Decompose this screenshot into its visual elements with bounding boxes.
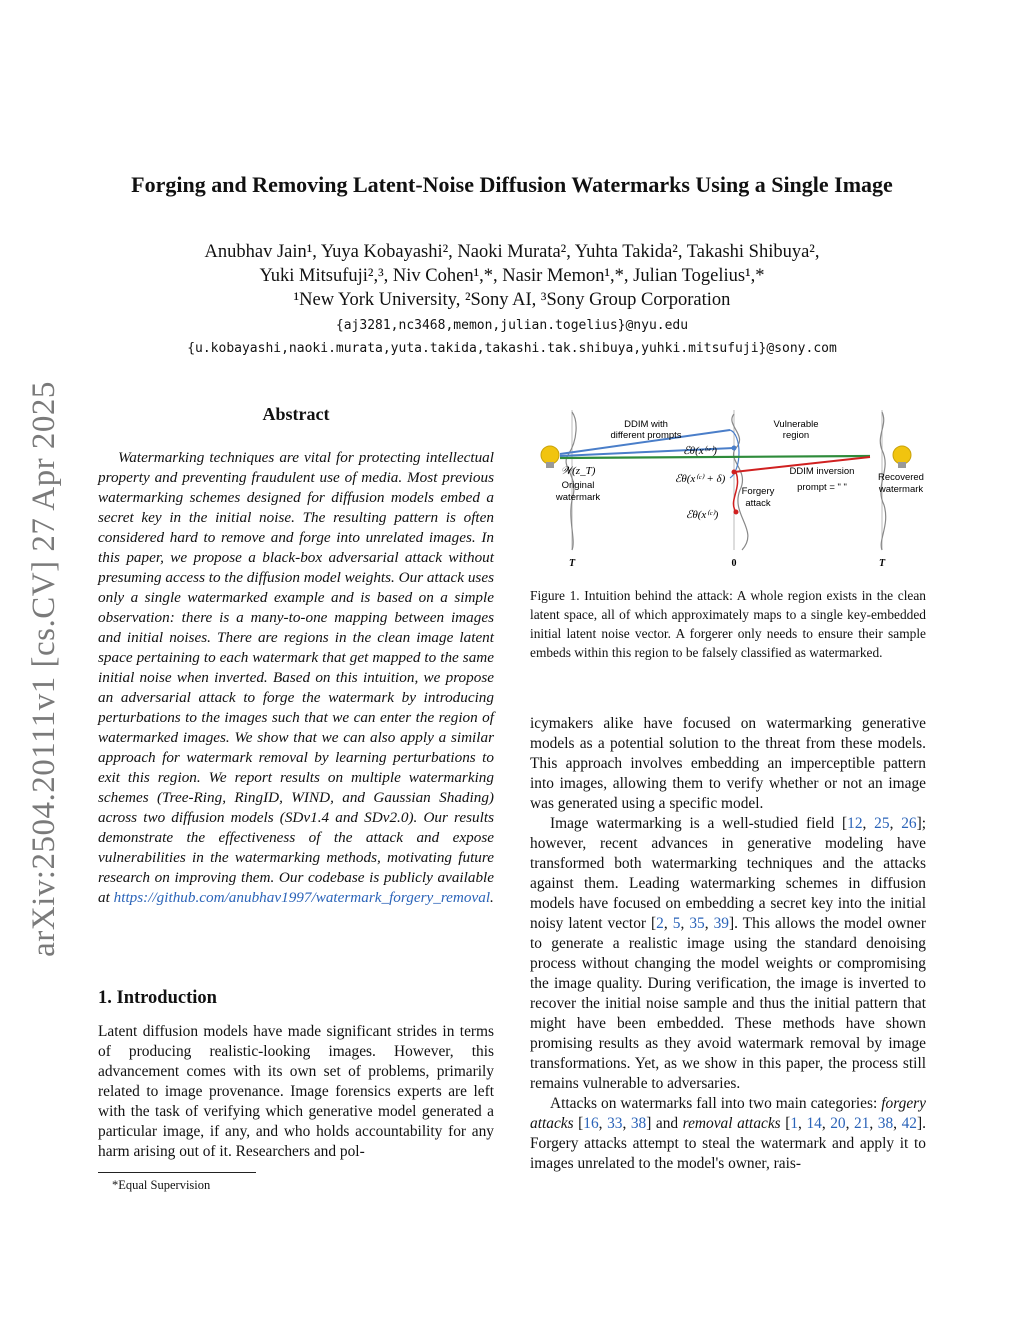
section-heading-introduction: 1. Introduction (98, 988, 217, 1008)
citation-link[interactable]: 35 (689, 915, 705, 932)
lightbulb-icon-original (541, 446, 559, 468)
label-e-c: ℰθ(x⁽ᶜ⁾) (685, 509, 719, 521)
paper-title: Forging and Removing Latent-Noise Diffusion Watermarks Using a Single Image (131, 172, 893, 197)
label-w-zt: 𝒲(z_T) (560, 465, 596, 477)
citation-link[interactable]: 42 (901, 1115, 917, 1132)
label-original-2: watermark (555, 492, 601, 503)
label-e-c-delta: ℰθ(x⁽ᶜ⁾ + δ) (674, 473, 726, 485)
label-e-w: ℰθ(x⁽ʷ⁾) (683, 445, 717, 457)
citation-link[interactable]: 2 (656, 915, 664, 932)
abstract-body: Watermarking techniques are vital for protecting intellectual property and preventing fraudulent use of media. Most previous watermarking schemes designed for diffusion models embed a secret key in the initial noise. The resulting pattern is often considered hard to remove and forge into unrelated images. In this paper, we propose a black-box adversarial attack without presuming access to the diffusion model weights. Our attack uses only a single watermarked example and is based on a simple observation: there is a many-to-one mapping between images and initial noises. There are regions in the clean image latent space pertaining to each watermark that get mapped to the same initial noise when inverted. Based on this intuition, we propose an adversarial attack to forge the watermark by introducing perturbations to the images such that we can enter the region of watermarked images. We show that we can also apply a similar approach for watermark removal by learning perturbations to exit this region. We report results on multiple watermarking schemes (Tree-Ring, RingID, WIND, and Gaussian Shading) across two diffusion models (SDv1.4 and SDv2.0). Our results demonstrate the effectiveness of the attack and expose vulnerabilities in the watermarking methods, motivating future research on improving them. Our codebase is publicly available at https://github.com/anubhav1997/watermark_forgery_removal. (98, 449, 494, 906)
citation-link[interactable]: 39 (713, 915, 729, 932)
label-forgery-1: Forgery (741, 486, 775, 497)
citation-link[interactable]: 20 (830, 1115, 846, 1132)
label-recovered-1: Recovered (878, 472, 924, 483)
arxiv-side-stamp: arXiv:2504.20111v1 [cs.CV] 27 Apr 2025 (26, 381, 62, 957)
label-original-1: Original (561, 480, 595, 491)
lightbulb-icon-recovered (893, 446, 911, 468)
footnote-equal-supervision: *Equal Supervision (112, 1178, 211, 1192)
footnote-rule (98, 1172, 256, 1173)
label-vulnerable-2: region (782, 430, 810, 441)
author-block (60, 240, 964, 312)
author-line-1: Anubhav Jain¹, Yuya Kobayashi², Naoki Murata², Yuhta Takida², Takashi Shibuya², (204, 242, 820, 262)
label-ddim-inversion-2: prompt = " " (797, 482, 847, 493)
citation-link[interactable]: 14 (806, 1115, 822, 1132)
citation-link[interactable]: 33 (607, 1115, 623, 1132)
affiliations: ¹New York University, ²Sony AI, ³Sony Group Corporation (293, 290, 731, 310)
label-ddim-prompts-1: DDIM with (624, 419, 668, 430)
citation-link[interactable]: 38 (877, 1115, 894, 1132)
codebase-link[interactable]: https://github.com/anubhav1997/watermark_forgery_removal (113, 889, 491, 906)
email-sony: {u.kobayashi,naoki.murata,yuta.takida,takashi.tak.shibuya,yuhki.mitsufuji}@sony.com (187, 341, 837, 356)
right-column-body (530, 714, 926, 1174)
axis-label-t-left: T (568, 558, 576, 569)
right-paragraph-2: Image watermarking is a well-studied field [12, 25, 26]; however, recent advances in generative modeling have transformed both watermarking techniques and the attacks against them. Leading watermarking schemes in diffusion models have focused on embedding a secret key into the initial noisy latent vector [2, 5, 35, 39]. This allows the model owner to generate a realistic image using the standard denoising process without changing the model weights or compromising the image quality. During verification, the image is inverted to recover the initial noise sample and thus the initial pattern that might have been embedded. These methods have shown promising results as they avoid watermark removal by image transformations. Yet, as we show in this paper, the process still remains vulnerable to adversaries. (530, 815, 927, 1092)
email-nyu: {aj3281,nc3468,memon,julian.togelius}@nyu.edu (335, 318, 689, 333)
abstract-heading: Abstract (262, 404, 330, 424)
author-line-2: Yuki Mitsufuji²,³, Niv Cohen¹,*, Nasir Memon¹,*, Julian Togelius¹,* (259, 266, 765, 286)
axis-label-t-right: T (878, 558, 886, 569)
citation-link[interactable]: 16 (583, 1115, 599, 1132)
citation-link[interactable]: 5 (672, 915, 681, 932)
citation-link[interactable]: 21 (854, 1115, 870, 1132)
abstract-text: Watermarking techniques are vital for protecting intellectual property and preventing fraudulent use of media. Most previous watermarking schemes designed for diffusion models embed a secret key in the initial noise. The resulting pattern is often considered hard to remove and forge into unrelated images. In this paper, we propose a black-box adversarial attack without presuming access to the diffusion model weights. Our attack uses only a single watermarked example and is based on a simple observation: there is a many-to-one mapping between images and initial noises. There are regions in the clean image latent space pertaining to each watermark that get mapped to the same initial noise when inverted. Based on this intuition, we propose an adversarial attack to forge the watermark by introducing perturbations to the images such that we can enter the region of watermarked images. We show that we can also apply a similar approach for watermark removal by learning perturbations to exit this region. We report results on multiple watermarking schemes (Tree-Ring, RingID, WIND, and Gaussian Shading) across two diffusion models (SDv1.4 and SDv2.0). Our results demonstrate the effectiveness of the attack and expose vulnerabilities in the watermarking methods, motivating future research on improving them. Our codebase is publicly available at (98, 449, 494, 906)
right-paragraph-3: Attacks on watermarks fall into two main categories: forgery attacks [16, 33, 38] and removal attacks [1, 14, 20, 21, 38, 42]. Forgery attacks attempt to steal the watermark and apply it to images unrelated to the model's owner, rais- (530, 1095, 926, 1172)
label-ddim-inversion-1: DDIM inversion (789, 466, 855, 477)
citation-link[interactable]: 1 (790, 1115, 799, 1132)
label-forgery-2: attack (745, 498, 771, 509)
intro-paragraph-1: Latent diffusion models have made significant strides in terms of producing realistic-looking images. However, this advancement comes with its own set of problems, primarily related to image provenance. Image forensics experts are left with the task of verifying which generative model generated a particular image, if any, and who holds accountability for any harm arising out of it. Researchers and pol- (98, 1023, 494, 1160)
label-ddim-prompts-2: different prompts (610, 430, 682, 441)
right-paragraph-1: icymakers alike have focused on watermarking generative models as a potential solution to the threat from these models. This approach involves embedding an imperceptible pattern into images, allowing them to verify whether or not an image was generated using a specific model. (530, 715, 926, 812)
citation-link[interactable]: 38 (630, 1115, 647, 1132)
label-vulnerable-1: Vulnerable (773, 419, 819, 430)
figure-1-diagram (530, 400, 926, 576)
figure-1-caption: Figure 1. Intuition behind the attack: A whole region exists in the clean latent space, all of which approximately maps to a single key-embedded initial latent noise vector. A forgerer only needs to ensure their sample embeds within this region to be falsely classified as watermarked. (530, 588, 926, 660)
citation-link[interactable]: 25 (874, 815, 890, 832)
citation-link[interactable]: 12 (847, 815, 863, 832)
label-recovered-2: watermark (878, 484, 924, 495)
citation-link[interactable]: 26 (901, 815, 917, 832)
axis-label-zero: 0 (731, 558, 737, 569)
